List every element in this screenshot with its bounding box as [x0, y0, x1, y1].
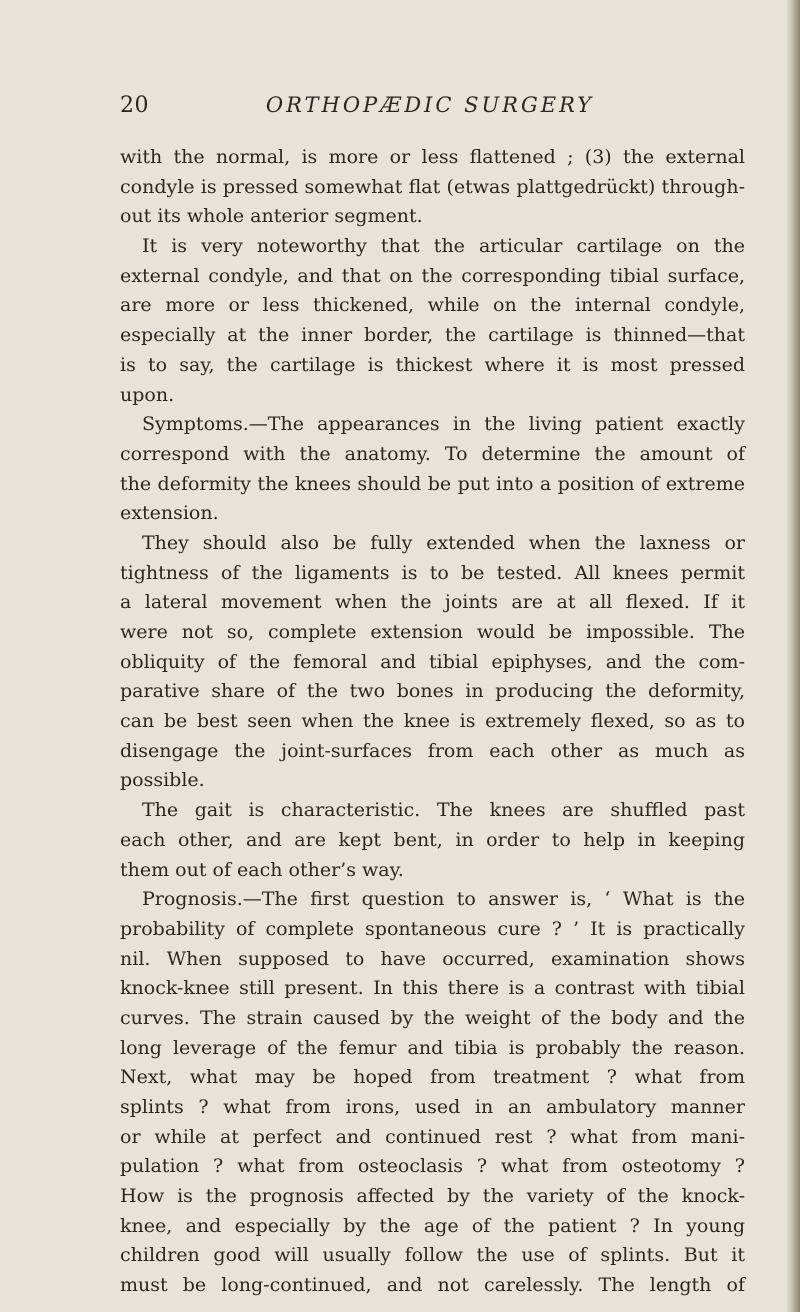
text-line: the deformity the knees should be put into a position of extreme: [120, 472, 745, 495]
text-line: must be long-continued, and not carelessly. The length of: [120, 1274, 745, 1297]
text-line: Next, what may be hoped from treatment ? what from: [120, 1066, 745, 1089]
text-line: Prognosis.—The first question to answer is, ‘ What is the: [142, 888, 745, 911]
text-line: splints ? what from irons, used in an ambulatory manner: [120, 1096, 745, 1118]
text-line: They should also be fully extended when the laxness or: [142, 531, 745, 554]
text-line: each other, and are kept bent, in order to help in keeping: [120, 828, 745, 851]
text-line: tightness of the ligaments is to be tested. All knees permit: [120, 561, 745, 584]
running-head: ORTHOPÆDIC SURGERY: [265, 93, 595, 117]
text-line: knock-knee still present. In this there is a contrast with tibial: [120, 977, 745, 1000]
text-line: obliquity of the femoral and tibial epiphyses, and the com-: [120, 650, 745, 673]
text-line: knee, and especially by the age of the patient ? In young: [120, 1214, 745, 1237]
text-line: out its whole anterior segment.: [120, 205, 423, 228]
text-line: is to say, the cartilage is thickest where it is most pressed: [120, 353, 745, 376]
text-line: a lateral movement when the joints are at all flexed. If it: [120, 591, 745, 614]
page-edge-shadow: [786, 0, 800, 1312]
page-header: [120, 93, 740, 123]
text-line: long leverage of the femur and tibia is probably the reason.: [120, 1036, 745, 1059]
text-line: correspond with the anatomy. To determine the amount of: [120, 442, 745, 465]
text-line: with the normal, is more or less flattened ; (3) the external: [120, 146, 745, 168]
text-line: them out of each other’s way.: [120, 858, 404, 881]
text-line: pulation ? what from osteoclasis ? what from osteotomy ?: [120, 1155, 745, 1178]
text-line: upon.: [120, 383, 175, 406]
text-line: Symptoms.—The appearances in the living patient exactly: [142, 413, 745, 436]
text-line: possible.: [120, 769, 205, 792]
text-line: How is the prognosis affected by the variety of the knock-: [120, 1185, 745, 1208]
text-line: parative share of the two bones in producing the deformity,: [120, 680, 745, 703]
text-line: The gait is characteristic. The knees are shuffled past: [142, 799, 745, 822]
text-line: or while at perfect and continued rest ? what from mani-: [120, 1125, 745, 1148]
text-line: nil. When supposed to have occurred, examination shows: [120, 947, 745, 970]
text-line: were not so, complete extension would be impossible. The: [120, 621, 745, 643]
text-line: children good will usually follow the use of splints. But it: [120, 1244, 745, 1267]
text-line: It is very noteworthy that the articular cartilage on the: [142, 235, 745, 258]
text-line: curves. The strain caused by the weight of the body and the: [120, 1006, 745, 1029]
body-text: [120, 143, 745, 1301]
text-line: external condyle, and that on the corresponding tibial surface,: [120, 264, 745, 287]
page-number: 20: [120, 93, 149, 118]
text-line: extension.: [120, 502, 219, 525]
text-line: condyle is pressed somewhat flat (etwas plattgedrückt) through-: [120, 175, 745, 198]
text-line: can be best seen when the knee is extremely flexed, so as to: [120, 710, 745, 733]
text-line: are more or less thickened, while on the internal condyle,: [120, 294, 745, 317]
text-line: disengage the joint-surfaces from each other as much as: [120, 739, 745, 762]
text-line: especially at the inner border, the cartilage is thinned—that: [120, 324, 745, 347]
text-line: probability of complete spontaneous cure ? ’ It is practically: [120, 917, 745, 940]
